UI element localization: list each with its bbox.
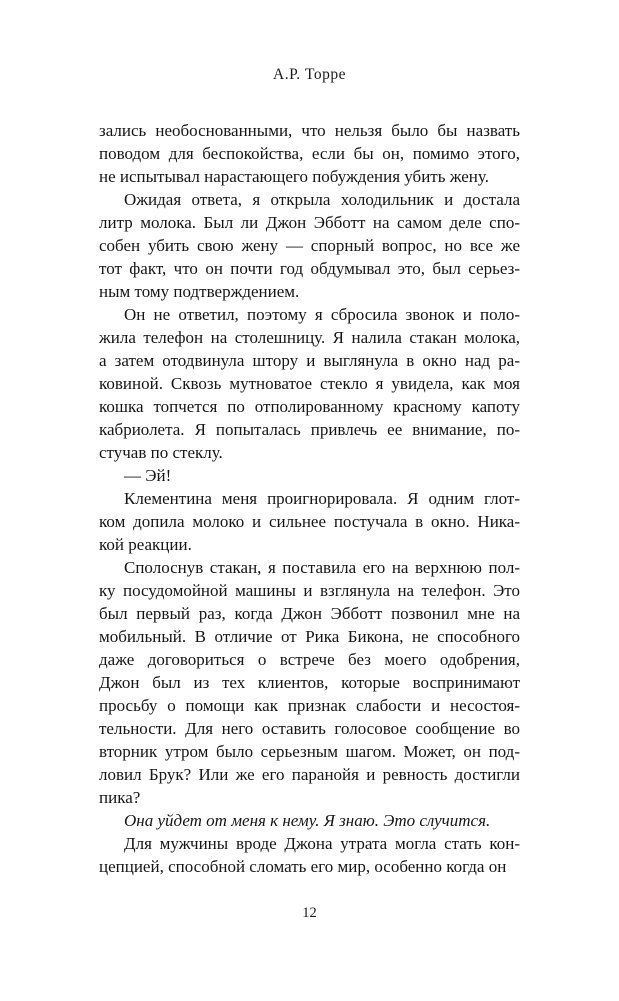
text-line: поводом для беспокойства, если бы он, помимо этого, [99,144,520,163]
text-block [99,119,520,878]
text-line: цепцией, способной сломать его мир, особенно когда он [99,857,507,876]
page-number: 12 [302,905,317,921]
text-line: ком допила молоко и сильнее постучала в окно. Ника- [99,512,520,531]
text-line: тот факт, что он почти год обдумывал это, был серьез- [99,259,520,278]
text-line: ковиной. Сквозь мутноватое стекло я увидела, как моя [99,374,520,393]
text-line: кошка топчется по отполированному красному капоту [99,397,520,416]
text-line: зались необоснованными, что нельзя было бы назвать [99,121,520,140]
paragraph [99,809,520,832]
text-line: вторник утром было серьезным шагом. Может, он под- [99,742,520,761]
text-line: стучав по стеклу. [99,443,223,462]
text-line: кабриолета. Я попыталась привлечь ее внимание, по- [99,420,520,439]
paragraph [99,556,520,809]
paragraph [99,303,520,464]
text-line: кой реакции. [99,535,192,554]
text-line: Ожидая ответа, я открыла холодильник и достала [124,190,520,209]
text-line: собен убить свою жену — спорный вопрос, но все же [99,236,520,255]
text-line: Для мужчины вроде Джона утрата могла стать кон- [124,834,520,853]
paragraph [99,487,520,556]
text-line: тельности. Для него оставить голосовое сообщение во [99,719,520,738]
text-line: жила телефон на столешницу. Я налила стакан молока, [99,328,520,347]
paragraph [99,119,520,188]
text-line: — Эй! [124,466,172,485]
text-line: Сполоснув стакан, я поставила его на верхнюю пол- [124,558,520,577]
paragraph [99,464,520,487]
running-header: А.Р. Торре [273,66,346,83]
text-line: был первый раз, когда Джон Эбботт позвонил мне на [99,604,520,623]
text-line: Клементина меня проигнорировала. Я одним глот- [124,489,520,508]
text-line: Джон был из тех клиентов, которые воспринимают [99,673,520,692]
text-line: Она уйдет от меня к нему. Я знаю. Это случится. [124,811,491,830]
text-line: Он не ответил, поэтому я сбросила звонок и поло- [124,305,520,324]
text-line: а затем отодвинула штору и выглянула в окно над ра- [99,351,520,370]
paragraph [99,188,520,303]
text-line: литр молока. Был ли Джон Эбботт на самом деле спо- [99,213,520,232]
text-line: просьбу о помощи как признак слабости и несостоя- [99,696,520,715]
text-line: не испытывал нарастающего побуждения убить жену. [99,167,489,186]
text-line: даже договориться о встрече без моего одобрения, [99,650,520,669]
text-line: мобильный. В отличие от Рика Бикона, не способного [99,627,520,646]
paragraph [99,832,520,878]
text-line: пика? [99,788,141,807]
text-line: ку посудомойной машины и взглянула на телефон. Это [99,581,520,600]
text-line: ловил Брук? Или же его паранойя и ревность достигли [99,765,520,784]
text-line: ным тому подтверждением. [99,282,300,301]
